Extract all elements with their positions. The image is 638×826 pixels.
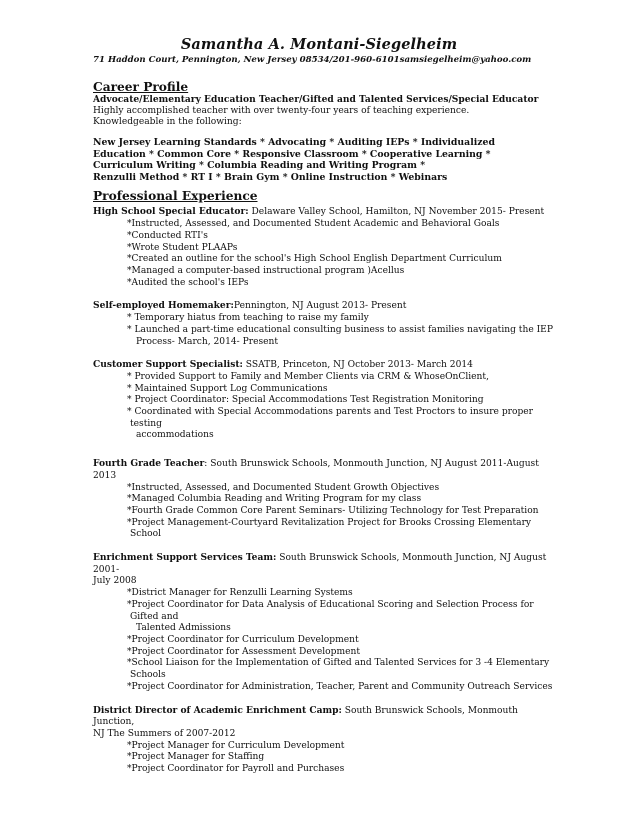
job-bullet: *District Manager for Renzulli Learning Systems	[127, 588, 353, 599]
job-bullet: *Project Coordinator for Administration, Teacher, Parent and Community Outreach Services	[127, 681, 553, 692]
job-bullet: *Project Management-Courtyard Revitalization Project for Brooks Crossing Elementary School	[127, 517, 532, 540]
job-bullet: *Project Coordinator for Assessment Development	[127, 646, 360, 657]
job-bullet: *Project Manager for Curriculum Development	[127, 740, 345, 751]
job-title: Fourth Grade Teacher	[93, 458, 205, 470]
job-detail-continuation: July 2008	[93, 576, 137, 587]
job-title: Self-employed Homemaker:	[93, 300, 234, 312]
resume-body	[93, 80, 555, 776]
job-bullet: *Fourth Grade Common Core Parent Seminars- Utilizing Technology for Test Preparation	[127, 505, 539, 516]
job-bullet: *Project Coordinator for Payroll and Purchases	[127, 764, 345, 775]
job-detail: South Brunswick Schools, Monmouth Junction, NJ August 2001-	[93, 553, 547, 575]
summary-line: Highly accomplished teacher with over twenty-four years of teaching experience.	[93, 105, 470, 116]
contact-line: 71 Haddon Court, Pennington, New Jersey 08534/201-960-6101samsiegelheim@yahoo.com	[93, 55, 532, 65]
skills-line: Education * Common Core * Responsive Classroom * Cooperative Learning *	[93, 148, 491, 160]
job-bullet-continuation: accommodations	[136, 430, 214, 441]
job-bullet: *School Liaison for the Implementation of Gifted and Talented Services for 3 -4 Elementary Schools	[127, 658, 550, 681]
job-entry	[93, 705, 555, 776]
job-entry	[93, 552, 555, 693]
job-bullet: * Project Coordinator: Special Accommodations Test Registration Monitoring	[127, 395, 484, 406]
job-header	[93, 359, 555, 372]
job-header	[93, 458, 555, 482]
job-entry	[93, 206, 555, 289]
job-bullet: *Managed Columbia Reading and Writing Program for my class	[127, 494, 422, 505]
job-bullet: *Audited the school's IEPs	[127, 277, 249, 288]
job-bullet: *Project Coordinator for Curriculum Development	[127, 634, 359, 645]
job-entry	[93, 458, 555, 541]
job-bullet: * Coordinated with Special Accommodations parents and Test Proctors to insure proper testing	[127, 407, 534, 429]
job-detail: Delaware Valley School, Hamilton, NJ November 2015- Present	[248, 207, 545, 218]
job-bullet: *Conducted RTI's	[127, 230, 208, 241]
job-bullet-continuation: Process- March, 2014- Present	[136, 336, 279, 347]
career-headline: Advocate/Elementary Education Teacher/Gifted and Talented Services/Special Educator	[93, 94, 539, 105]
job-bullet: * Launched a part-time educational consulting business to assist families navigating the IEP	[127, 324, 553, 335]
job-header	[93, 300, 555, 313]
summary-line: Knowledgeable in the following:	[93, 117, 242, 128]
job-title: Enrichment Support Services Team:	[93, 552, 277, 564]
skills-line: Curriculum Writing * Columbia Reading and Writing Program *	[93, 160, 426, 172]
experience-heading: Professional Experience	[93, 189, 258, 204]
job-bullet: * Provided Support to Family and Member Clients via CRM & WhoseOnClient,	[127, 371, 489, 382]
job-bullet-continuation: Talented Admissions	[136, 623, 231, 634]
career-profile-heading: Career Profile	[93, 80, 189, 94]
job-header	[93, 705, 555, 729]
job-bullet: *Managed a computer-based instructional program )Acellus	[127, 266, 405, 276]
job-detail: SSATB, Princeton, NJ October 2013- March 2014	[242, 360, 473, 371]
job-bullet: * Maintained Support Log Communications	[127, 383, 328, 394]
job-bullet: *Project Coordinator for Data Analysis of Educational Scoring and Selection Process for Gifted and	[127, 599, 534, 622]
skills-line: Renzulli Method * RT I * Brain Gym * Online Instruction * Webinars	[93, 171, 448, 183]
job-header	[93, 552, 555, 576]
applicant-name: Samantha A. Montani-Siegelheim	[180, 36, 458, 53]
job-title: District Director of Academic Enrichment Camp:	[93, 704, 342, 716]
job-bullet: *Created an outline for the school's High School English Department Curriculum	[127, 254, 502, 265]
job-bullet: *Project Manager for Staffing	[127, 752, 265, 763]
job-bullet: *Wrote Student PLAAPs	[127, 242, 238, 253]
skills-line: New Jersey Learning Standards * Advocating * Auditing IEPs * Individualized	[93, 137, 495, 149]
job-entry	[93, 359, 555, 442]
job-detail: Pennington, NJ August 2013- Present	[233, 301, 407, 312]
job-bullet: *Instructed, Assessed, and Documented Student Growth Objectives	[127, 482, 440, 493]
job-bullet: * Temporary hiatus from teaching to raise my family	[127, 313, 369, 324]
job-entry	[93, 300, 555, 348]
job-detail: : South Brunswick Schools, Monmouth Junction, NJ August 2011-August 2013	[93, 459, 539, 481]
job-detail-continuation: NJ The Summers of 2007-2012	[93, 728, 236, 739]
skills-block	[93, 137, 555, 183]
job-title: Customer Support Specialist:	[93, 359, 243, 371]
job-title: High School Special Educator:	[93, 206, 249, 218]
job-header	[93, 206, 555, 219]
job-detail: South Brunswick Schools, Monmouth Junction,	[93, 705, 518, 728]
job-bullet: *Instructed, Assessed, and Documented Student Academic and Behavioral Goals	[127, 219, 500, 230]
